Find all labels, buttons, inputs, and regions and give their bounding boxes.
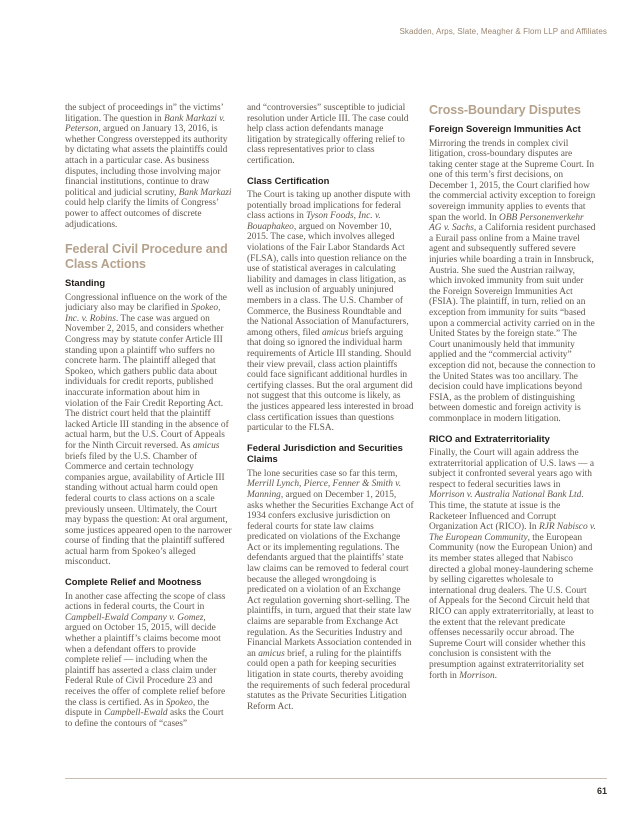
body-text: and “controversies” susceptible to judicial resolution under Article III. The case could help class action defendants manage litigation by strategically offering relief to class representatives prior to class certification. xyxy=(247,103,409,166)
body-paragraph xyxy=(429,139,596,425)
subsection-heading: Complete Relief and Mootness xyxy=(65,576,202,588)
body-text: Finally, the Court will again address the extraterritorial application of U.S. laws — a subject it confronted several years ago with respect to federal securities laws in xyxy=(429,448,595,490)
body-text: briefs filed by the U.S. Chamber of Commerce and certain technology companies argue, availability of Article III standing without actual harm could open federal courts to class actions on a scale previously unseen. Ultimately, the Court may bypass the question: At oral argument, some justices appeared open to the narrower course of finding that the plaintiff suffered actual harm from Spokeo’s alleged misconduct. xyxy=(65,451,232,568)
firm-name: Skadden, Arps, Slate, Meagher & Flom LLP and Affiliates xyxy=(399,27,607,36)
subsection-heading: Standing xyxy=(65,277,106,289)
subsection-heading: Federal Jurisdiction and Securities Claims xyxy=(247,441,403,465)
body-text: , the dispute in xyxy=(65,697,209,719)
case-name-italic: Spokeo, Inc. v. Robins xyxy=(65,303,221,324)
body-text: , argued on December 1, 2015, asks whether the Securities Exchange Act of 1934 confers exclusive jurisdiction on federal courts for state law claims predicated on violations of the Exchange Act or its implementing regulations. The defendants argued that the plaintiffs’ state law claims can be removed to federal court because the alleged wrongdoing is predicated on a violation of an Exchange Act regulation governing short-selling. The plaintiffs, in turn, argued that their state law claims are separable from Exchange Act regulation. As the Securities Industry and Financial Markets Association contended in an xyxy=(247,489,414,659)
body-text: Congressional influence on the work of the judiciary also may be clarified in xyxy=(65,292,227,314)
body-paragraph xyxy=(65,103,232,230)
section-heading: Federal Civil Procedure and Class Actions xyxy=(65,242,228,272)
subsection-heading: Class Certification xyxy=(247,174,330,186)
body-text: . This time, the statute at issue is the Racketeer Influenced and Corrupt Organization Act (RICO). In xyxy=(429,490,584,533)
column-middle xyxy=(247,103,414,775)
case-name-italic: amicus xyxy=(321,327,349,338)
case-name-italic: Campbell-Ewald Company v. Gomez xyxy=(65,612,204,623)
case-name-italic: RJR Nabisco v. The European Community xyxy=(429,522,596,543)
body-text: asks the Court to define the contours of “cases” xyxy=(65,708,224,729)
case-name-italic: amicus xyxy=(258,648,285,659)
body-text: could help clarify the limits of Congress’ power to affect outcomes of discrete adjudications. xyxy=(65,198,219,230)
case-name-italic: Merrill Lynch, Pierce, Fenner & Smith v. Manning xyxy=(247,479,402,500)
footer-rule xyxy=(65,778,607,779)
body-paragraph xyxy=(247,469,414,713)
body-text: the subject of proceedings in” the victims’ litigation. The question in xyxy=(65,103,224,124)
section-heading: Cross-Boundary Disputes xyxy=(429,103,581,117)
case-name-italic: Bank Markazi v. Peterson xyxy=(65,113,226,135)
page-number: 61 xyxy=(596,786,607,796)
body-paragraph xyxy=(429,448,596,681)
case-name-italic: Bank Markazi xyxy=(178,187,232,198)
body-paragraph xyxy=(65,592,232,730)
body-text: The Court is taking up another dispute with potentially broad implications for federal class actions in xyxy=(247,190,411,222)
case-name-italic: OBB Personenverkehr AG v. Sachs xyxy=(429,212,584,234)
column-right xyxy=(429,103,596,775)
body-paragraph xyxy=(65,293,232,568)
case-name-italic: Morrison v. Australia National Bank Ltd xyxy=(429,490,582,501)
body-paragraph xyxy=(247,190,414,434)
case-name-italic: Tyson Foods, Inc. v. Bouaphakeo xyxy=(247,211,381,232)
body-text: , argued on November 10, 2015. The case, which involves alleged violations of the Fair Labor Standards Act (FLSA), calls into question reliance on the use of statistical averages in calculating liability and damages in class litigation, as well as inclusion of arguably uninjured members in a class. The U.S. Chamber of Commerce, the Business Roundtable and the National Association of Manufacturers, among others, filed xyxy=(247,221,409,338)
case-name-italic: Campbell-Ewald xyxy=(104,708,168,719)
body-text: briefs arguing that doing so ignored the individual harm requirements of Article III standing. Should their view prevail, class action plaintiffs could face significant additional hurdles in certifying classes. But the oral argument did not suggest that this outcome is likely, as the justices appeared less interested in broad class certification issues than questions particular to the FLSA. xyxy=(247,327,414,434)
body-text: . xyxy=(494,670,497,681)
column-left xyxy=(65,103,232,775)
subsection-heading: Foreign Sovereign Immunities Act xyxy=(429,123,581,134)
body-text: In another case affecting the scope of class actions in federal courts, the Court in xyxy=(65,591,226,613)
body-text: . The case was argued on November 2, 2015, and considers whether Congress may by statute confer Article III standing upon a plaintiff who suffers no concrete harm. The plaintiff alleged that Spokeo, which gathers public data about individuals for credit reports, published inaccurate information about him in violation of the Fair Credit Reporting Act. The district court held that the plaintiff lacked Article III standing in the absence of actual harm, but the U.S. Court of Appeals for the Ninth Circuit reversed. As xyxy=(65,313,229,451)
body-text: brief, a ruling for the plaintiffs could open a path for keeping securities litigation in state courts, thereby avoiding the requirements of such federal procedural statutes as the Private Securities Litigation Reform Act. xyxy=(247,648,411,712)
subsection-heading: RICO and Extraterritoriality xyxy=(429,432,550,444)
body-text: , the European Community (now the European Union) and its member states alleged that Nabisco directed a global money-laundering scheme by selling cigarettes wholesale to international drug dealers. The U.S. Court of Appeals for the Second Circuit held that RICO can apply extraterritorially, at least to the extent that the relevant predicate offenses necessarily occur abroad. The Supreme Court will consider whether this conclusion is consistent with the presumption against extraterritoriality set forth in xyxy=(429,532,594,681)
body-text: , a California resident purchased a Eurail pass online from a Maine travel agent and subsequently suffered severe injuries while boarding a train in Innsbruck, Austria. She sued the Austrian railway, which invoked immunity from suit under the Foreign Sovereign Immunities Act (FSIA). The plaintiff, in turn, relied on an exception from immunity for suits “based upon a commercial activity carried on in the United States by the foreign state.” The Court unanimously held that immunity applied and the “commercial activity” exception did not, because the connection to the United States was too ancillary. The decision could have implications beyond FSIA, as the problem of distinguishing between domestic and foreign activity is commonplace in modern litigation. xyxy=(429,223,596,424)
case-name-italic: amicus xyxy=(192,440,220,451)
body-text: , argued on October 15, 2015, will decide whether a plaintiff’s claims become moot when a defendant offers to provide complete relief — including when the plaintiff has asserted a class claim under Federal Rule of Civil Procedure 23 and receives the offer of complete relief before the class is certified. As in xyxy=(65,612,226,708)
case-name-italic: Spokeo xyxy=(165,697,193,708)
content-columns xyxy=(65,103,596,775)
body-paragraph xyxy=(247,103,414,167)
body-text: , argued on January 13, 2016, is whether Congress overstepped its authority by dictating what assets the plaintiffs could attach in a particular case. As business disputes, including those involving major financial institutions, continue to draw political and judicial scrutiny, xyxy=(65,124,228,198)
page-header xyxy=(65,27,607,36)
body-text: Mirroring the trends in complex civil litigation, cross-boundary disputes are taking center stage at the Supreme Court. In one of this term’s first decisions, on December 1, 2015, the Court clarified how the commercial activity exception to foreign sovereign immunity applies to events that span the world. In xyxy=(429,138,596,223)
case-name-italic: Morrison xyxy=(459,670,495,681)
body-text: The lone securities case so far this term, xyxy=(247,468,398,479)
